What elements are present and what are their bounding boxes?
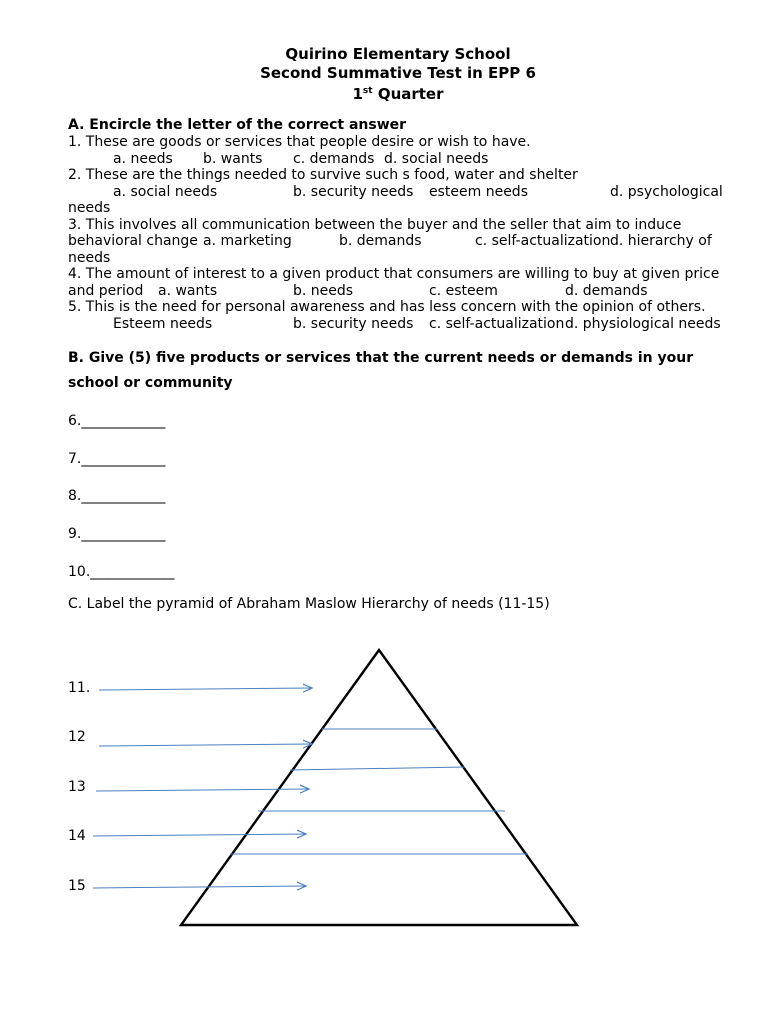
question-5: 5. This is the need for personal awareness and has less concern with the opinion of others.: [68, 299, 706, 315]
q2-choice-d: d. psychological: [610, 184, 723, 200]
q3-choice-d-wrap: needs: [68, 250, 111, 266]
q1-choice-c: c. demands: [293, 151, 375, 167]
section-b-heading-line2: school or community: [68, 375, 233, 391]
q2-choice-b: b. security needs: [293, 184, 414, 200]
answer-blank-7[interactable]: 7.____________: [68, 451, 166, 467]
pyramid-label-11: 11.: [68, 680, 91, 696]
q5-choice-c: c. self-actualization: [429, 316, 565, 332]
pyramid-outline: [181, 650, 577, 925]
school-name: Quirino Elementary School: [285, 45, 511, 63]
test-title: Second Summative Test in EPP 6: [260, 64, 536, 82]
section-c-heading: C. Label the pyramid of Abraham Maslow Hierarchy of needs (11-15): [68, 596, 550, 612]
q5-choice-a: Esteem needs: [113, 316, 213, 332]
question-4-continued: and period: [68, 283, 144, 299]
q3-choice-a: a. marketing: [203, 233, 292, 249]
q2-choice-c: esteem needs: [429, 184, 528, 200]
q4-choice-d: d. demands: [565, 283, 648, 299]
answer-blank-8[interactable]: 8.____________: [68, 488, 166, 504]
section-a-heading: A. Encircle the letter of the correct answer: [68, 117, 407, 133]
q4-choice-a: a. wants: [158, 283, 218, 299]
answer-blank-10[interactable]: 10.____________: [68, 564, 175, 580]
question-4: 4. The amount of interest to a given product that consumers are willing to buy at given price: [68, 266, 720, 282]
pyramid-label-13: 13: [68, 779, 86, 795]
q2-choice-d-wrap: needs: [68, 200, 111, 216]
q5-choice-b: b. security needs: [293, 316, 414, 332]
question-1: 1. These are goods or services that people desire or wish to have.: [68, 134, 531, 150]
quarter-word: Quarter: [372, 85, 444, 103]
pyramid-label-14: 14: [68, 828, 86, 844]
q4-choice-b: b. needs: [293, 283, 354, 299]
q3-choice-d: d. hierarchy of: [610, 233, 712, 249]
pyramid-label-12: 12: [68, 729, 86, 745]
quarter-superscript: st: [362, 86, 373, 96]
arrow-14: [93, 834, 306, 836]
q3-choice-b: b. demands: [339, 233, 422, 249]
pyramid-divider-2: [290, 767, 465, 770]
question-2: 2. These are the things needed to survive such s food, water and shelter: [68, 167, 578, 183]
q1-choice-b: b. wants: [203, 151, 263, 167]
q2-choice-a: a. social needs: [113, 184, 218, 200]
q1-choice-d: d. social needs: [384, 151, 489, 167]
quarter-number: 1: [352, 85, 363, 103]
q5-choice-d: d. physiological needs: [565, 316, 721, 332]
q4-choice-c: c. esteem: [429, 283, 498, 299]
answer-blank-9[interactable]: 9.____________: [68, 526, 166, 542]
arrow-12: [99, 744, 312, 746]
arrow-11: [99, 688, 312, 690]
section-b-heading-line1: B. Give (5) five products or services that the current needs or demands in your: [68, 350, 694, 366]
arrow-15: [93, 886, 306, 888]
pyramid-label-15: 15: [68, 878, 86, 894]
question-3-continued: behavioral change: [68, 233, 198, 249]
question-3: 3. This involves all communication between the buyer and the seller that aim to induce: [68, 217, 682, 233]
answer-blank-6[interactable]: 6.____________: [68, 413, 166, 429]
q3-choice-c: c. self-actualization: [475, 233, 611, 249]
q1-choice-a: a. needs: [113, 151, 173, 167]
